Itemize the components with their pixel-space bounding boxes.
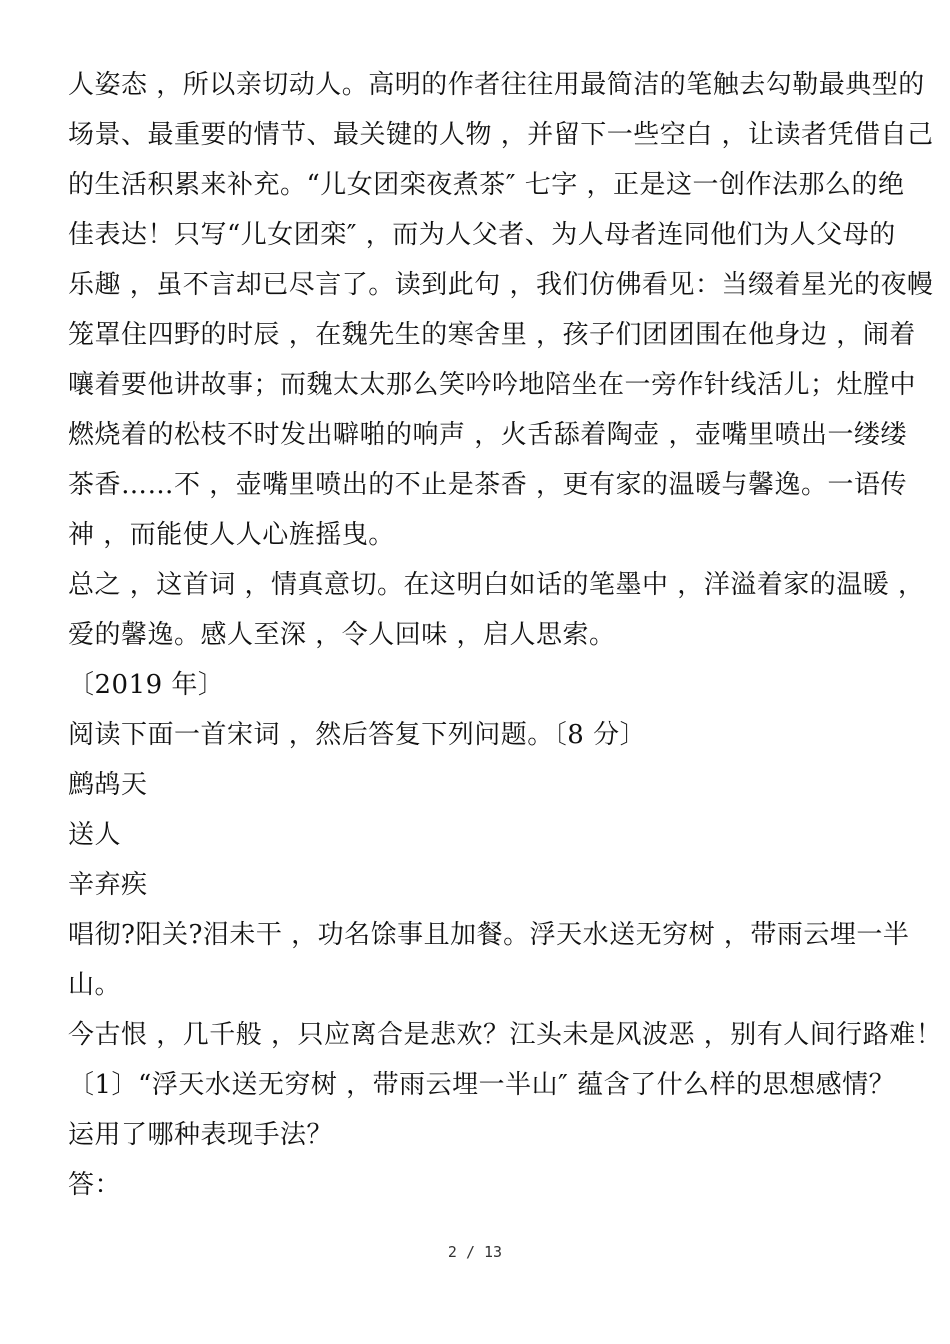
body-text-line: 人姿态 ，所以亲切动人。高明的作者往往用最简洁的笔触去勾勒最典型的 <box>68 70 925 100</box>
poem-line: 山。 <box>68 970 122 1000</box>
poem-line: 今古恨 ，几千般 ，只应离合是悲欢？江头未是风波恶 ，别有人间行路难！ <box>68 1020 943 1050</box>
body-text-line: 茶香……不 ，壶嘴里喷出的不止是茶香 ，更有家的温暖与馨逸。一语传 <box>68 470 908 500</box>
body-text-line: 嚷着要他讲故事；而魏太太那么笑吟吟地陪坐在一旁作针线活儿；灶膛中 <box>68 370 917 400</box>
body-text-line: 燃烧着的松枝不时发出噼啪的响声 ，火舌舔着陶壶 ，壶嘴里喷出一缕缕 <box>68 420 908 450</box>
year-label: 〔2019 年〕 <box>68 670 225 700</box>
body-text-line: 笼罩住四野的时辰 ，在魏先生的寒舍里 ，孩子们团团围在他身边 ，闹着 <box>68 320 916 350</box>
question-instruction: 阅读下面一首宋词 ，然后答复下列问题。〔8 分〕 <box>68 720 647 750</box>
answer-label: 答： <box>68 1170 122 1200</box>
body-text-line: 神 ，而能使人人心旌摇曳。 <box>68 520 395 550</box>
page-number: 2 / 13 <box>447 1243 503 1261</box>
poem-author: 辛弃疾 <box>68 870 148 900</box>
body-text-line: 的生活积累来补充。“儿女团栾夜煮茶″ 七字 ，正是这一创作法那么的绝 <box>68 170 905 200</box>
body-text-line: 爱的馨逸。感人至深 ，令人回味 ，启人思索。 <box>68 620 616 650</box>
body-text-line: 总之 ，这首词 ，情真意切。在这明白如话的笔墨中 ，洋溢着家的温暖 ， <box>68 570 925 600</box>
question-text: 〔1〕“浮天水送无穷树 ，带雨云埋一半山″ 蕴含了什么样的思想感情？ <box>68 1070 896 1100</box>
poem-subtitle: 送人 <box>68 820 122 850</box>
poem-line: 唱彻?阳关?泪未干 ，功名馀事且加餐。浮天水送无穷树 ，带雨云埋一半 <box>68 920 910 950</box>
body-text-line: 佳表达！只写“儿女团栾″ ，而为人父者、为人母者连同他们为人父母的 <box>68 220 896 250</box>
question-text: 运用了哪种表现手法？ <box>68 1120 334 1150</box>
body-text-line: 乐趣 ，虽不言却已尽言了。读到此句 ，我们仿佛看见：当缀着星光的夜幔 <box>68 270 934 300</box>
poem-title: 鹧鸪天 <box>68 770 148 800</box>
body-text-line: 场景、最重要的情节、最关键的人物 ，并留下一些空白 ，让读者凭借自己 <box>68 120 934 150</box>
